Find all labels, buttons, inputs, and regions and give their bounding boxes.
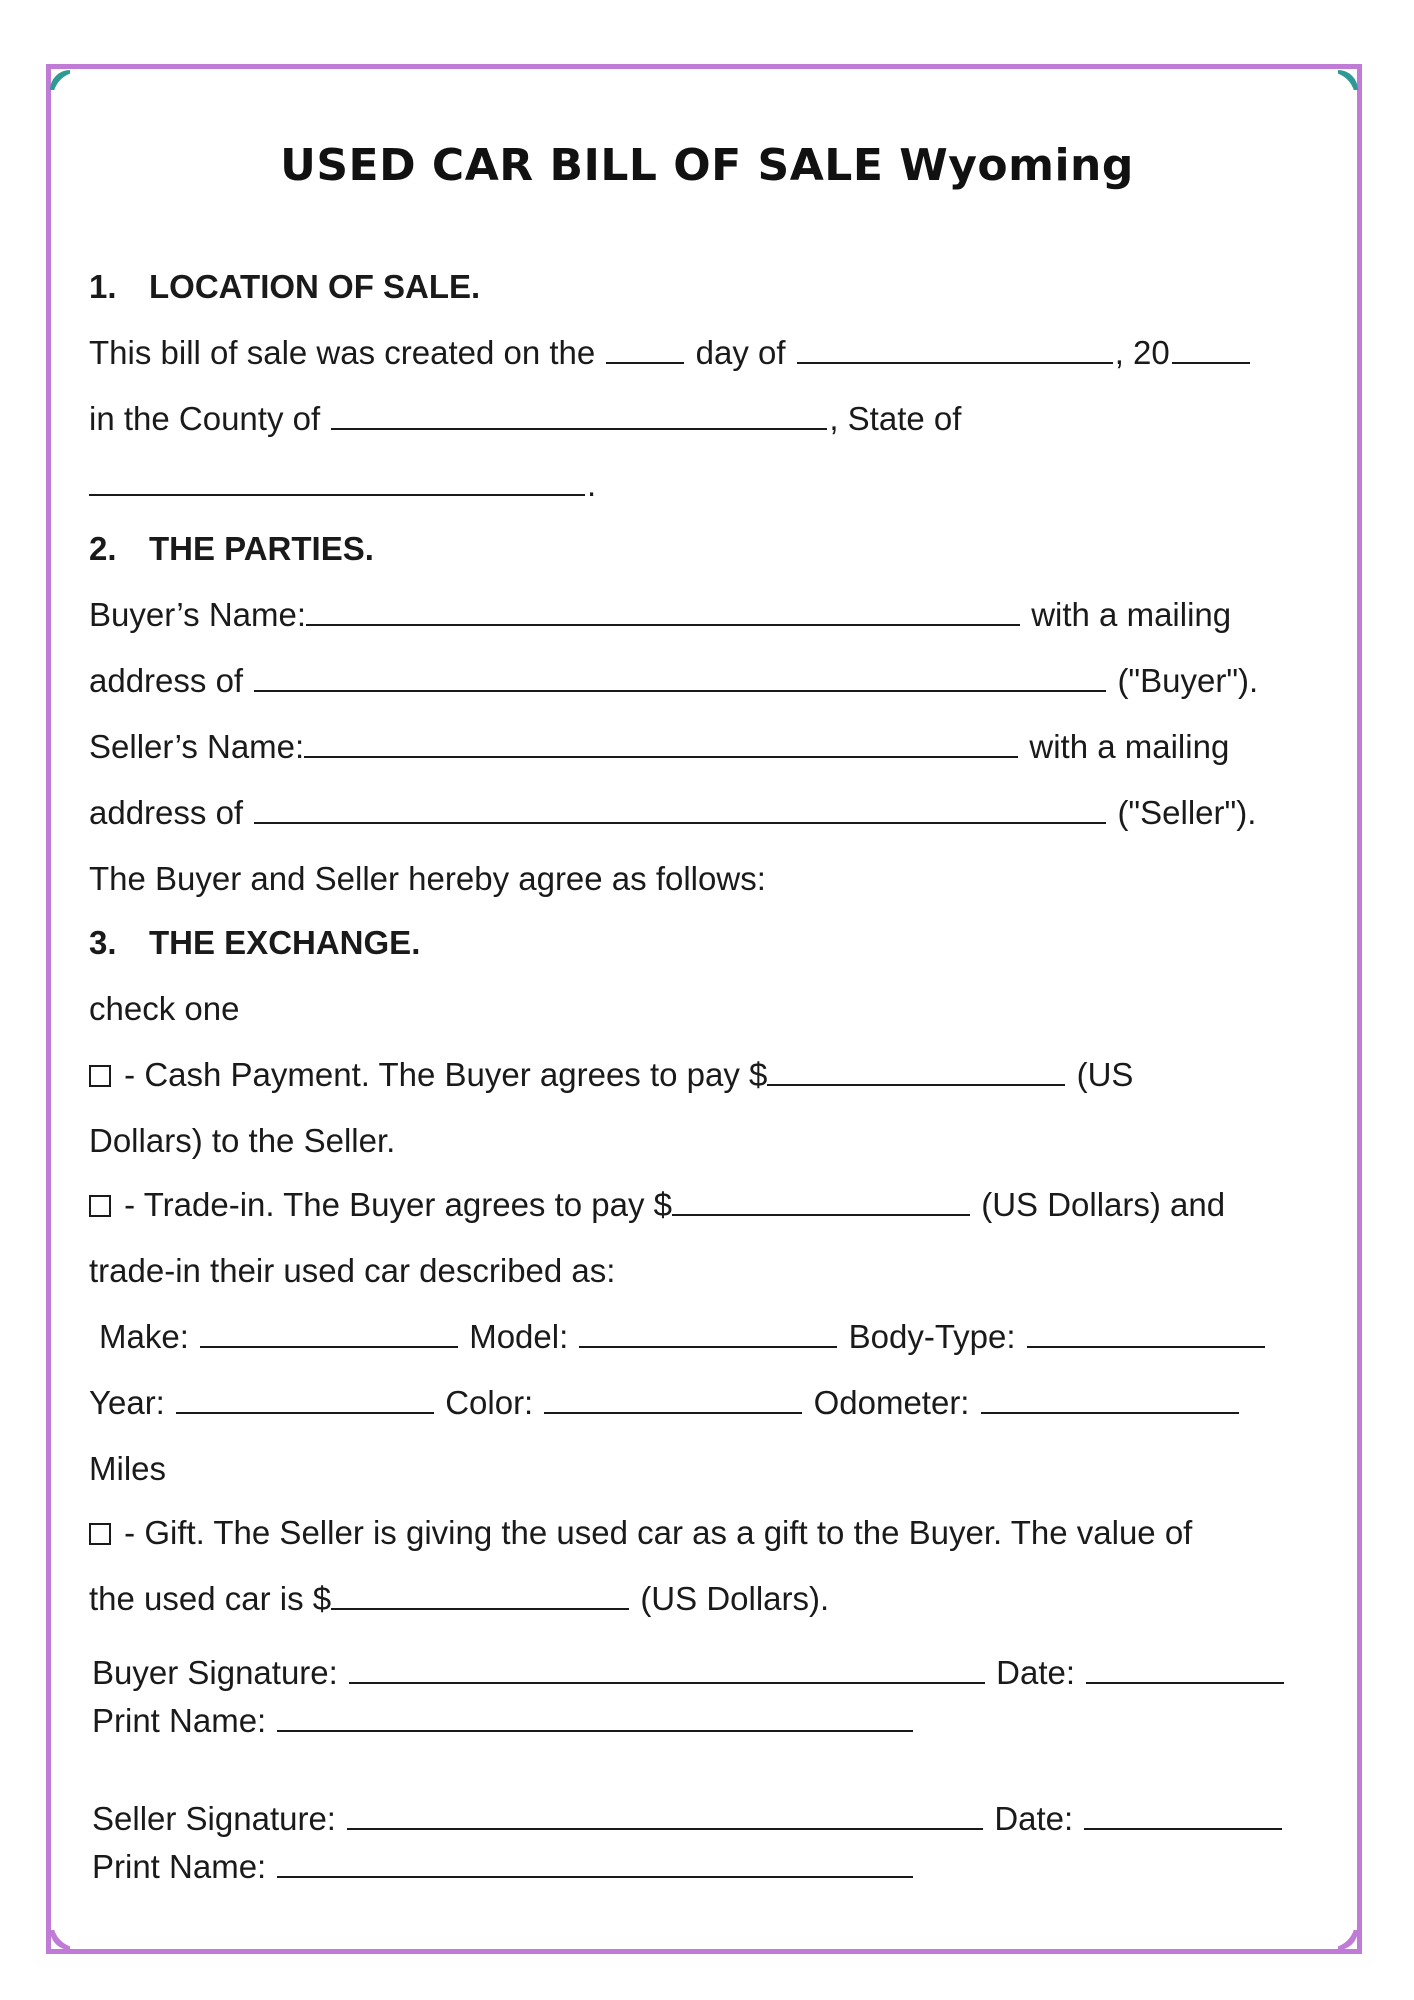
- section-number: 2.: [89, 530, 117, 567]
- state-field[interactable]: [89, 493, 585, 496]
- section-heading-location: [89, 268, 480, 306]
- year-label: Year:: [89, 1384, 165, 1421]
- seller-name-line: [89, 728, 1229, 766]
- seller-address-field[interactable]: [254, 821, 1106, 824]
- buyer-print-line: [92, 1702, 915, 1740]
- buyer-name-field[interactable]: [306, 623, 1020, 626]
- model-field[interactable]: [579, 1345, 837, 1348]
- trade-in-checkbox[interactable]: [89, 1195, 111, 1217]
- odometer-field[interactable]: [981, 1411, 1239, 1414]
- seller-name-field[interactable]: [304, 755, 1018, 758]
- seller-signature-line: [92, 1800, 1284, 1838]
- month-field[interactable]: [797, 361, 1113, 364]
- text: This bill of sale was created on the: [89, 334, 596, 371]
- buyer-address-line: [89, 662, 1258, 700]
- buyer-print-field[interactable]: [277, 1729, 913, 1732]
- sale-date-line: [89, 334, 1252, 372]
- text: , 20: [1114, 334, 1170, 371]
- section-heading-parties: [89, 530, 374, 568]
- trade-in-cont: trade-in their used car described as:: [89, 1252, 616, 1289]
- check-one-text: check one: [89, 990, 240, 1027]
- text: (US Dollars).: [640, 1580, 830, 1617]
- text: (US: [1076, 1056, 1134, 1093]
- text: in the County of: [89, 400, 321, 437]
- buyer-signature-field[interactable]: [349, 1681, 985, 1684]
- seller-signature-label: Seller Signature:: [92, 1800, 336, 1837]
- seller-date-field[interactable]: [1084, 1827, 1282, 1830]
- gift-value-field[interactable]: [331, 1607, 629, 1610]
- buyer-address-label: address of: [89, 662, 244, 699]
- color-label: Color:: [445, 1384, 534, 1421]
- text: - Cash Payment. The Buyer agrees to pay $: [115, 1056, 768, 1093]
- text: (US Dollars) and: [981, 1186, 1226, 1223]
- section-heading-exchange: [89, 924, 420, 962]
- section-number: 1.: [89, 268, 117, 305]
- text: ("Seller").: [1117, 794, 1257, 831]
- text: - Trade-in. The Buyer agrees to pay $: [115, 1186, 673, 1223]
- model-label: Model:: [469, 1318, 569, 1355]
- seller-date-label: Date:: [994, 1800, 1074, 1837]
- trade-in-option: [89, 1186, 1225, 1224]
- seller-print-field[interactable]: [277, 1875, 913, 1878]
- buyer-name-label: Buyer’s Name:: [89, 596, 307, 633]
- section-title: THE EXCHANGE.: [149, 924, 421, 961]
- gift-checkbox[interactable]: [89, 1523, 111, 1545]
- cash-amount-field[interactable]: [767, 1083, 1065, 1086]
- seller-address-line: [89, 794, 1256, 832]
- trade-in-amount-field[interactable]: [672, 1213, 970, 1216]
- seller-name-label: Seller’s Name:: [89, 728, 305, 765]
- buyer-signature-label: Buyer Signature:: [92, 1654, 338, 1691]
- seller-signature-field[interactable]: [347, 1827, 983, 1830]
- agreement-text: The Buyer and Seller hereby agree as follows:: [89, 860, 766, 897]
- gift-value-line: [89, 1580, 829, 1618]
- text: the used car is $: [89, 1580, 332, 1617]
- year-field[interactable]: [176, 1411, 434, 1414]
- text: with a mailing: [1031, 596, 1232, 633]
- cash-checkbox[interactable]: [89, 1065, 111, 1087]
- vehicle-line-1: [99, 1318, 1267, 1356]
- buyer-date-field[interactable]: [1086, 1681, 1284, 1684]
- text: with a mailing: [1029, 728, 1230, 765]
- section-title: LOCATION OF SALE.: [149, 268, 481, 305]
- buyer-date-label: Date:: [996, 1654, 1076, 1691]
- document-title: USED CAR BILL OF SALE Wyoming: [280, 140, 1134, 191]
- text: - Gift. The Seller is giving the used car as a gift to the Buyer. The value of: [115, 1514, 1193, 1551]
- seller-print-label: Print Name:: [92, 1848, 267, 1885]
- cash-payment-cont: Dollars) to the Seller.: [89, 1122, 396, 1159]
- text: day of: [695, 334, 786, 371]
- make-label: Make:: [99, 1318, 189, 1355]
- buyer-address-field[interactable]: [254, 689, 1106, 692]
- seller-print-line: [92, 1848, 915, 1886]
- text: ("Buyer").: [1117, 662, 1259, 699]
- cash-payment-option: [89, 1056, 1133, 1094]
- make-field[interactable]: [200, 1345, 458, 1348]
- year-field[interactable]: [1172, 361, 1250, 364]
- county-line: [89, 400, 961, 438]
- buyer-signature-line: [92, 1654, 1286, 1692]
- vehicle-line-2: [89, 1384, 1241, 1422]
- body-type-field[interactable]: [1027, 1345, 1265, 1348]
- text: .: [587, 466, 597, 503]
- text: , State of: [829, 400, 962, 437]
- section-title: THE PARTIES.: [149, 530, 374, 567]
- body-type-label: Body-Type:: [848, 1318, 1016, 1355]
- miles-text: Miles: [89, 1450, 167, 1487]
- section-number: 3.: [89, 924, 117, 961]
- odometer-label: Odometer:: [813, 1384, 970, 1421]
- buyer-name-line: [89, 596, 1231, 634]
- state-line: [89, 466, 596, 504]
- seller-address-label: address of: [89, 794, 244, 831]
- buyer-print-label: Print Name:: [92, 1702, 267, 1739]
- color-field[interactable]: [544, 1411, 802, 1414]
- gift-option: [89, 1514, 1192, 1552]
- day-field[interactable]: [606, 361, 684, 364]
- county-field[interactable]: [331, 427, 827, 430]
